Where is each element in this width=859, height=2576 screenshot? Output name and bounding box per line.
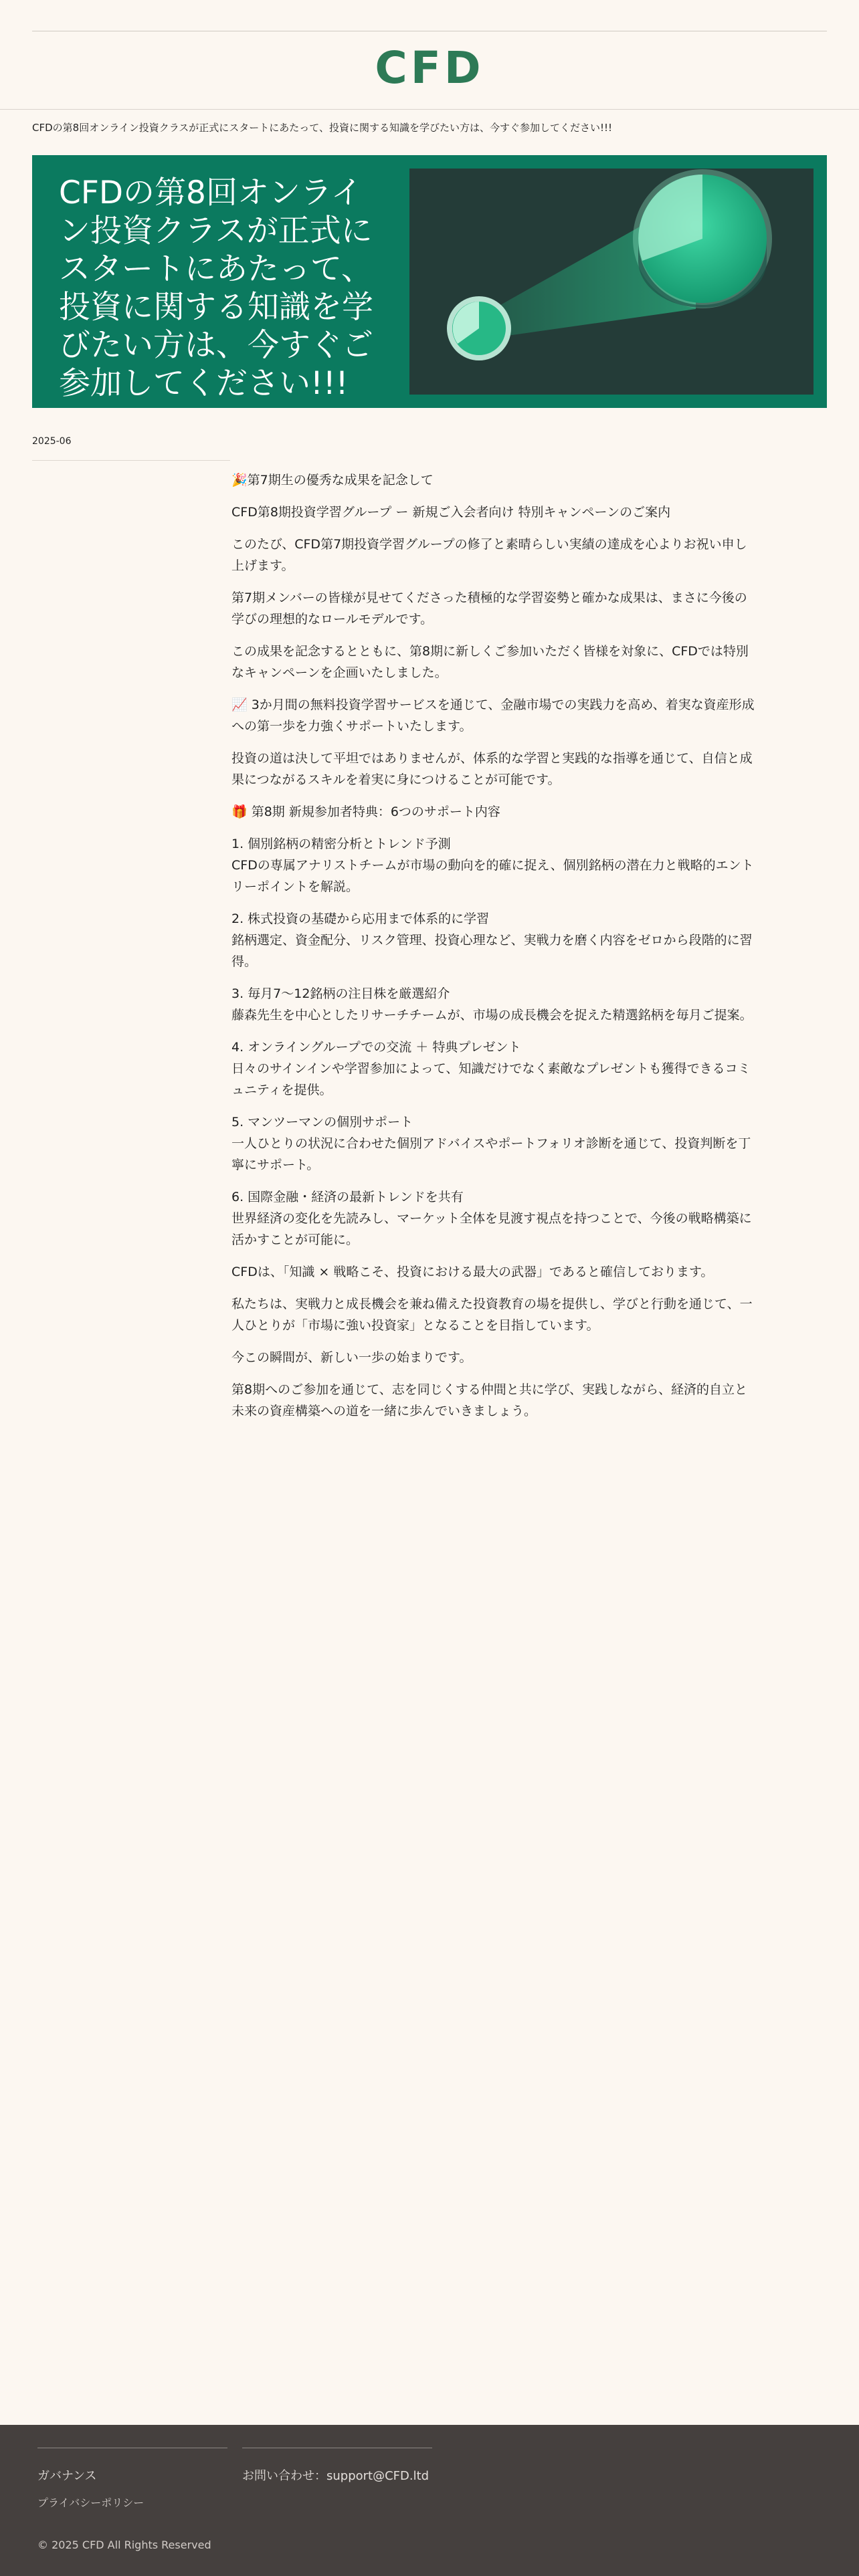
site-footer — [0, 2425, 859, 2576]
date-divider — [32, 460, 230, 461]
footer-copyright: © 2025 CFD All Rights Reserved — [37, 2539, 211, 2551]
footer-link-governance[interactable]: ガバナンス — [37, 2469, 97, 2483]
article-paragraph: 第7期メンバーの皆様が見せてくださった積極的な学習姿勢と確かな成果は、まさに今後の学びの理想的なロールモデルです。 — [231, 591, 747, 627]
support-item: 5. マンツーマンの個別サポート 一人ひとりの状況に合わせた個別アドバイスやポートフォリオ診断を通じて、投資判断を丁寧にサポート。 — [231, 1115, 751, 1172]
pie-cone-illustration — [409, 169, 814, 395]
article-paragraph: この成果を記念するとともに、第8期に新しくご参加いただく皆様を対象に、CFDでは特別なキャンペーンを企画いたしました。 — [231, 644, 749, 680]
hero-title: CFDの第8回オンライン投資クラスが正式にスタートにあたって、投資に関する知識を学びたい方は、今すぐご参加してください!!! — [59, 175, 373, 402]
site-logo[interactable]: CFD — [375, 42, 484, 94]
article-paragraph: 今この瞬間が、新しい一歩の始まりです。 — [231, 1350, 472, 1365]
hero-banner — [32, 155, 827, 408]
article-paragraph: 第8期へのご参加を通じて、志を同じくする仲間と共に学び、実践しながら、経済的自立と未来の資産構築への道を一緒に歩んでいきましょう。 — [231, 1382, 747, 1418]
footer-contact[interactable]: お問い合わせ：support@CFD.ltd — [242, 2469, 430, 2483]
article-paragraph: 🎁 第8期 新規参加者特典：6つのサポート内容 — [231, 804, 500, 819]
support-item: 1. 個別銘柄の精密分析とトレンド予測 CFDの専属アナリストチームが市場の動向を的確に捉え、個別銘柄の潜在力と戦略的エントリーポイントを解説。 — [231, 837, 754, 894]
site-header — [0, 0, 859, 110]
support-item: 3. 毎月7〜12銘柄の注目株を厳選紹介 藤森先生を中心としたリサーチチームが、市場の成長機会を捉えた精選銘柄を毎月ご提案。 — [231, 986, 753, 1023]
article-paragraph: CFD第8期投資学習グループ ー 新規ご入会者向け 特別キャンペーンのご案内 — [231, 505, 671, 520]
article-paragraph: 🎉第7期生の優秀な成果を記念して — [231, 473, 434, 488]
support-item: 4. オンライングループでの交流 ＋ 特典プレゼント 日々のサインインや学習参加によって、知識だけでなく素敵なプレゼントも獲得できるコミュニティを提供。 — [231, 1040, 751, 1097]
publish-date: 2025-06 — [32, 436, 72, 447]
support-item: 6. 国際金融・経済の最新トレンドを共有 世界経済の変化を先読みし、マーケット全体を見渡す視点を持つことで、今後の戦略構築に活かすことが可能に。 — [231, 1190, 752, 1247]
footer-link-privacy[interactable]: プライバシーポリシー — [37, 2496, 145, 2509]
article-paragraph: 投資の道は決して平坦ではありませんが、体系的な学習と実践的な指導を通じて、自信と成果につながるスキルを着実に身につけることが可能です。 — [231, 751, 753, 787]
article-paragraph: このたび、CFD第7期投資学習グループの修了と素晴らしい実績の達成を心よりお祝い申し上げます。 — [231, 537, 747, 573]
article-body — [231, 469, 757, 1432]
article-paragraph: 📈 3か月間の無料投資学習サービスを通じて、金融市場での実践力を高め、着実な資産形成への第一歩を力強くサポートいたします。 — [231, 697, 755, 734]
article-paragraph: CFDは、「知識 × 戦略こそ、投資における最大の武器」であると確信しております。 — [231, 1265, 714, 1279]
article-paragraph: 私たちは、実戦力と成長機会を兼ね備えた投資教育の場を提供し、学びと行動を通じて、一人ひとりが「市場に強い投資家」となることを目指しています。 — [231, 1297, 753, 1333]
page-subtitle: CFDの第8回オンライン投資クラスが正式にスタートにあたって、投資に関する知識を学びたい方は、今すぐ参加してください!!! — [32, 122, 613, 134]
support-item: 2. 株式投資の基礎から応用まで体系的に学習 銘柄選定、資金配分、リスク管理、投資心理など、実戦力を磨く内容をゼロから段階的に習得。 — [231, 911, 753, 969]
